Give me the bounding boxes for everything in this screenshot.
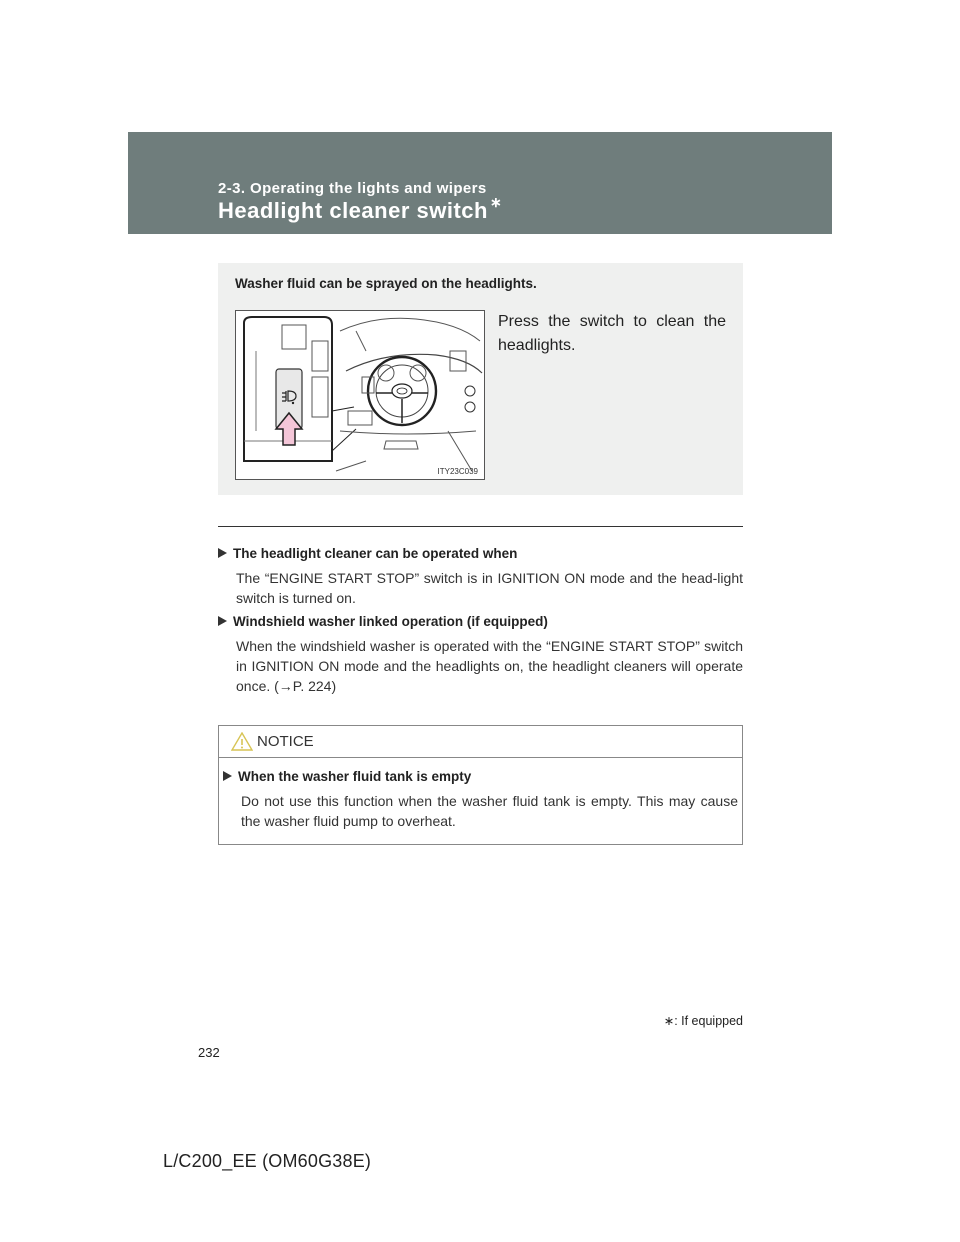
notice-box [218, 725, 743, 845]
note-operation-condition [218, 546, 743, 608]
page-title [218, 194, 503, 224]
dashboard-drawing [236, 311, 484, 479]
title-marker: ∗ [489, 194, 503, 210]
note-heading-text: Windshield washer linked operation (if equipped) [233, 614, 548, 629]
dashboard-illustration [235, 310, 485, 480]
page-title-text: Headlight cleaner switch [218, 198, 488, 223]
notice-header [219, 726, 742, 758]
info-box-intro: Washer fluid can be sprayed on the headlights. [235, 276, 537, 291]
note-heading-text: The headlight cleaner can be operated when [233, 546, 518, 561]
info-box-instruction: Press the switch to clean the headlights. [498, 313, 726, 354]
note-heading [218, 614, 743, 629]
footnote: ∗: If equipped [663, 1014, 743, 1028]
page-number: 232 [198, 1045, 220, 1060]
notice-body: Do not use this function when the washer fluid tank is empty. This may cause the washer fluid pump to overheat. [241, 793, 738, 829]
warning-triangle-icon [231, 732, 253, 751]
notice-heading [223, 769, 738, 784]
note-body: When the windshield washer is operated with the “ENGINE START STOP” switch in IGNITION ON mode and the headlights on, the headlight cleaners will operate once. (→P. 224) [236, 638, 743, 694]
note-linked-operation [218, 614, 743, 696]
bullet-triangle-icon [218, 616, 227, 626]
section-label: 2-3. Operating the lights and wipers [218, 180, 487, 197]
section-divider [218, 526, 743, 527]
bullet-triangle-icon [223, 771, 232, 781]
notice-content [223, 769, 738, 831]
note-body: The “ENGINE START STOP” switch is in IGNITION ON mode and the head-light switch is turned on. [236, 570, 743, 606]
figure-code: ITY23C039 [437, 467, 478, 476]
note-heading [218, 546, 743, 561]
notice-heading-text: When the washer fluid tank is empty [238, 769, 472, 784]
bullet-triangle-icon [218, 548, 227, 558]
document-id: L/C200_EE (OM60G38E) [163, 1151, 372, 1171]
notice-label: NOTICE [257, 733, 314, 750]
